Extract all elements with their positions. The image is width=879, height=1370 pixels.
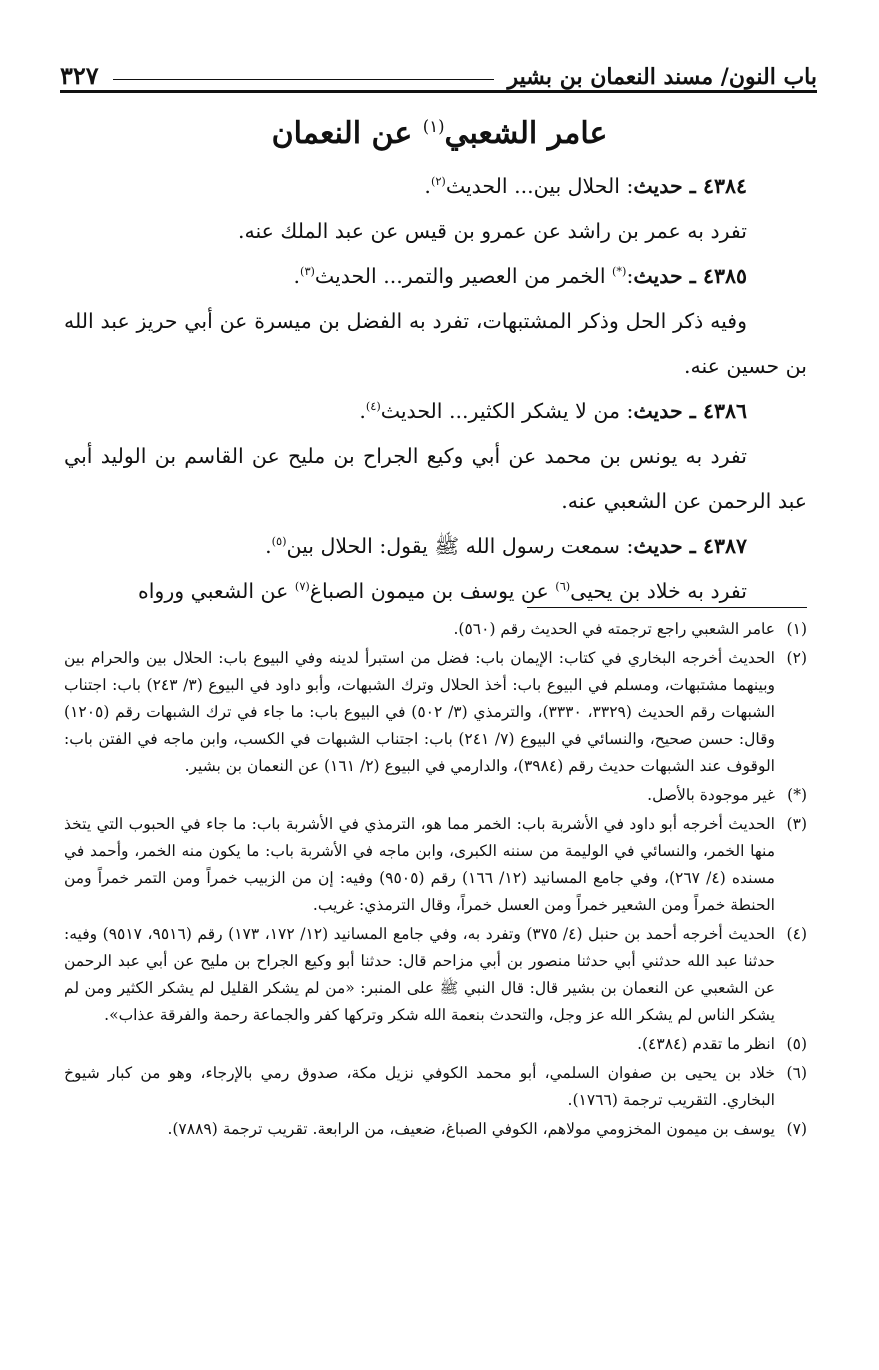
header-leader-line (113, 79, 494, 80)
hadith-end: . (293, 264, 301, 288)
footnote (64, 1116, 807, 1143)
paragraph: وفيه ذكر الحل وذكر المشتبهات، تفرد به الفضل بن ميسرة عن أبي حريز عبد الله بن حسين عنه. (64, 309, 807, 378)
hadith-heading: ٤٣٨٧ ـ حديث (633, 534, 747, 558)
hadith-end: . (359, 399, 366, 423)
footnote-number: (٥) (786, 1035, 807, 1053)
footnote-text: الحديث أخرجه البخاري في كتاب: الإيمان باب: فضل من استبرأ لدينه وفي البيوع باب: الحلال بين والحرام بين وبينهما مشتبهات، ومسلم في البيوع باب: أخذ الحلال وترك الشبهات، وأبو داود في البيوع (٣/ ٢٤٣) باب: اجتناب الشبهات رقم الحديث (٣٣٢٩، ٣٣٣٠)، والترمذي (٣/ ٥٠٢) في البيوع باب: ما جاء في ترك الشبهات رقم (١٢٠٥) وقال: حسن صحيح، والنسائي في البيوع (٧/ ٢٤١) باب: اجتناب الشبهات في الكسب، وابن ماجه في الفتن باب: الوقوف عند الشبهات حديث رقم (٣٩٨٤)، والدارمي في البيوع (٢/ ١٦١) عن النعمان بن بشير. (64, 649, 776, 775)
hadith-4387 (64, 524, 807, 569)
footnote-text: انظر ما تقدم (٤٣٨٤). (637, 1035, 775, 1053)
footnote (64, 616, 807, 643)
hadith-end: . (265, 534, 272, 558)
footnote-text: الحديث أخرجه أحمد بن حنبل (٤/ ٣٧٥) وتفرد به، وفي جامع المسانيد (١٢/ ١٧٢، ١٧٣) رقم (٩٥١٦، ٩٥١٧) وفيه: حدثنا عبد الله حدثني أبي حدثنا منصور بن أبي مزاحم قال: حدثنا أبو وكيع الجراح بن مليح عن أبي عبد الرحمن عن الشعبي عن النعمان بن بشير قال: قال النبي ﷺ على المنبر: «من لم يشكر القليل لم يشكر الكثير ومن لم يشكر الناس لم يشكر الله عز وجل، والتحدث بنعمة الله شكر وتركها كفر والجماعة رحمة والفرقة عذاب». (64, 925, 775, 1024)
footnote-number: (٣) (786, 815, 807, 833)
footnote-ref: (١) (422, 117, 445, 136)
hadith-4385 (64, 254, 807, 299)
footnote-ref: (٢) (430, 175, 446, 189)
hadith-text: : الحلال بين... الحديث (445, 174, 634, 198)
paragraph-part: عن يوسف بن ميمون الصباغ (309, 579, 556, 603)
footnote-ref: (٥) (271, 535, 287, 549)
footnotes (64, 616, 807, 1145)
footnote-number: (٤) (786, 925, 807, 943)
header-rule (60, 90, 817, 93)
hadith-heading: ٤٣٨٤ ـ حديث (633, 174, 747, 198)
paragraph: تفرد به يونس بن محمد عن أبي وكيع الجراح بن مليح عن القاسم بن الوليد أبي عبد الرحمن عن الشعبي عنه. (64, 444, 807, 513)
footnote (64, 811, 807, 919)
footnote-text: عامر الشعبي راجع ترجمته في الحديث رقم (٥٦٠). (453, 620, 775, 638)
hadith-text: الخمر من العصير والتمر... الحديث (314, 264, 613, 288)
footnote-number: (١) (786, 620, 807, 638)
footnote-number: (*) (787, 786, 807, 804)
footnote (64, 921, 807, 1029)
footnote (64, 1031, 807, 1058)
main-text (64, 164, 807, 614)
paragraph: تفرد به عمر بن راشد عن عمرو بن قيس عن عبد الملك عنه. (237, 219, 747, 243)
footnote-text: غير موجودة بالأصل. (647, 786, 775, 804)
footnote-ref: (٧) (294, 580, 310, 594)
hadith-heading: ٤٣٨٥ ـ حديث (633, 264, 747, 288)
section-title (0, 116, 879, 151)
hadith-4384 (64, 164, 807, 209)
footnote (64, 782, 807, 809)
footnote-number: (٧) (786, 1120, 807, 1138)
section-title-suffix: عن النعمان (271, 116, 413, 151)
footnote (64, 645, 807, 780)
paragraph-part: تفرد به خلاد بن يحيى (570, 579, 747, 603)
hadith-heading: ٤٣٨٦ ـ حديث (633, 399, 747, 423)
footnote-ref: (*) (612, 265, 627, 279)
hadith-end: . (424, 174, 431, 198)
running-header (60, 44, 817, 90)
running-title: باب النون/ مسند النعمان بن بشير (507, 64, 817, 90)
paragraph-part: عن الشعبي ورواه (138, 579, 295, 603)
footnote-number: (٢) (786, 649, 807, 667)
footnote (64, 1060, 807, 1114)
hadith-colon: : (626, 264, 634, 288)
footnote-separator (527, 607, 807, 608)
footnote-number: (٦) (786, 1064, 807, 1082)
hadith-4386 (64, 389, 807, 434)
page-number: ٣٢٧ (60, 61, 99, 90)
footnote-text: الحديث أخرجه أبو داود في الأشربة باب: الخمر مما هو، الترمذي في الأشربة باب: ما جاء في الحبوب التي يتخذ منها الخمر، والنسائي في الوليمة من سننه الكبرى، وابن ماجه في الأشربة باب: ما يكون منه الخمر، وأحمد في مسنده (٤/ ٢٦٧)، وفي جامع المسانيد (١٢/ ١٦٦) رقم (٩٥٠٥) وفيه: إن من الزبيب خمراً ومن التمر خمراً ومن الحنطة خمراً ومن الشعير خمراً ومن العسل خمراً، وقال الترمذي: غريب. (64, 815, 775, 914)
hadith-text: : سمعت رسول الله ﷺ يقول: الحلال بين (286, 534, 634, 558)
hadith-text: : من لا يشكر الكثير... الحديث (380, 399, 634, 423)
footnote-ref: (٤) (365, 400, 381, 414)
section-title-name: عامر الشعبي (444, 116, 608, 151)
footnote-ref: (٦) (555, 580, 571, 594)
footnote-text: خلاد بن يحيى بن صفوان السلمي، أبو محمد الكوفي نزيل مكة، صدوق رمي بالإرجاء، وهو من كبار شيوخ البخاري. التقريب ترجمة (١٧٦٦). (64, 1064, 775, 1109)
footnote-ref: (٣) (300, 265, 315, 279)
footnote-text: يوسف بن ميمون المخزومي مولاهم، الكوفي الصباغ، ضعيف، من الرابعة. تقريب ترجمة (٧٨٨٩). (167, 1120, 775, 1138)
